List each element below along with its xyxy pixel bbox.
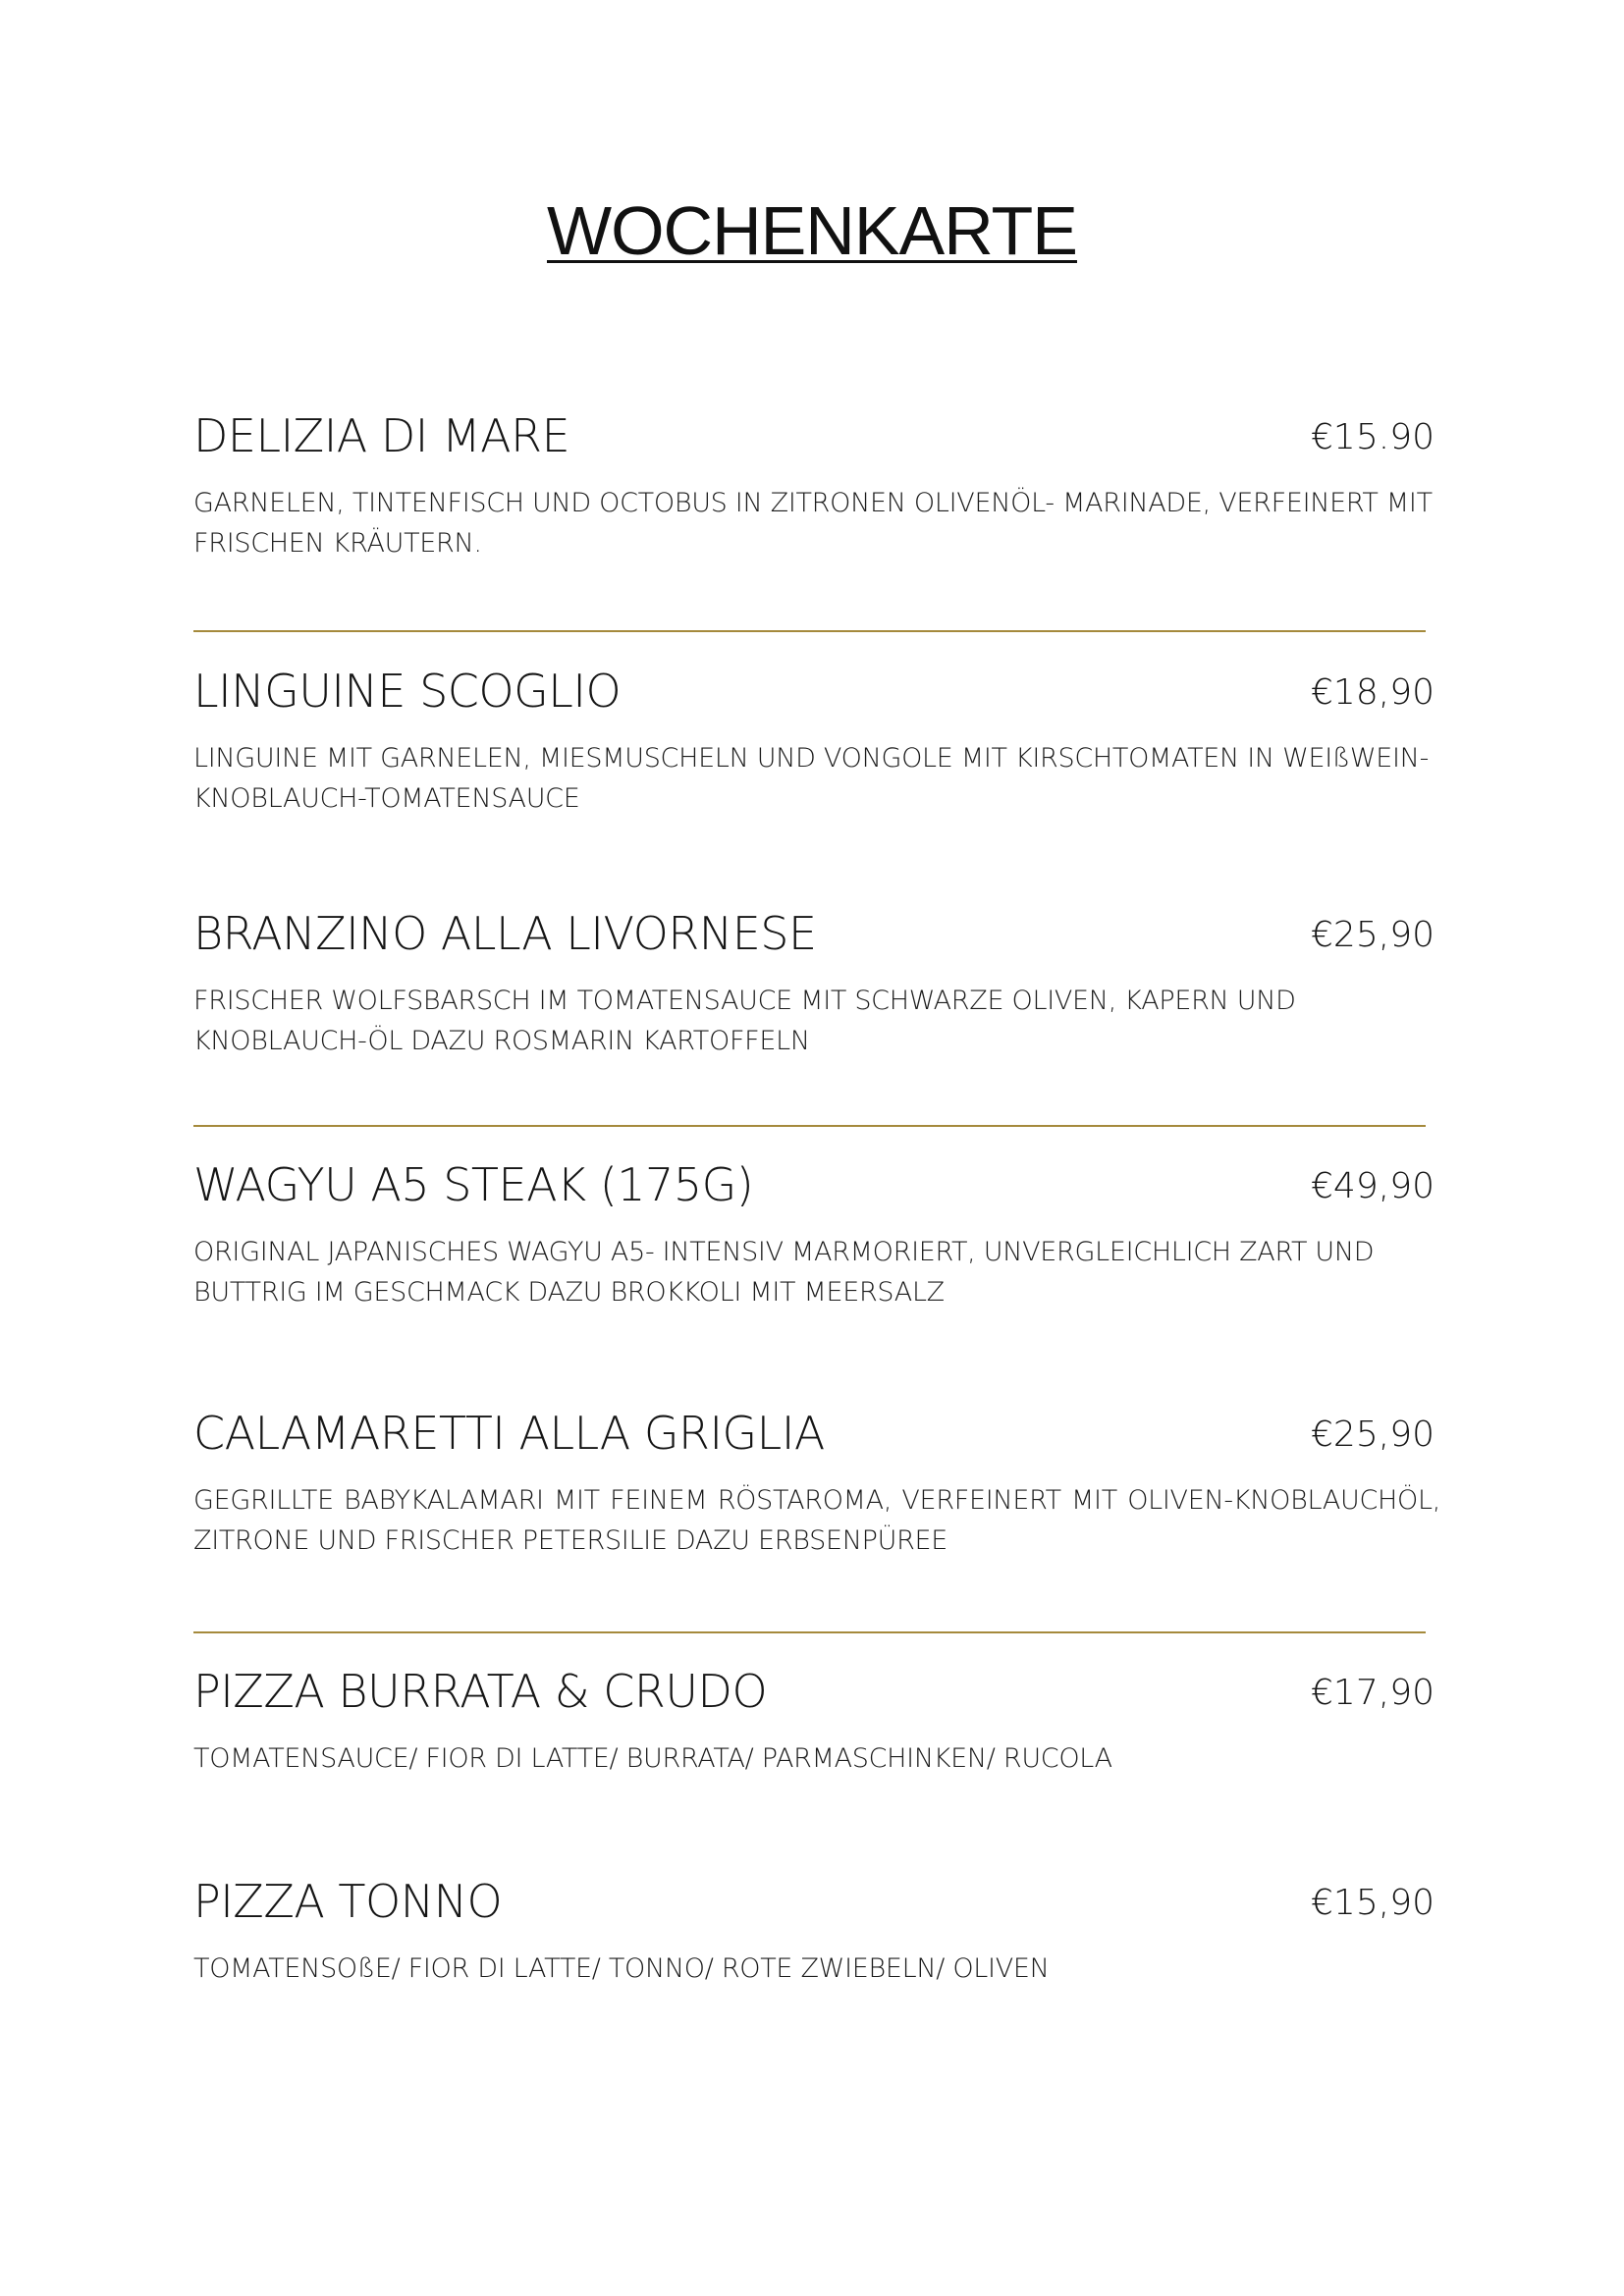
menu-item [193,902,1440,1061]
menu-item-header [193,404,1440,467]
menu-item-header [193,1402,1440,1465]
menu-item [193,1153,1440,1312]
menu-item-name: CALAMARETTI ALLA GRIGLIA [193,1407,825,1460]
menu-item-name: PIZZA TONNO [193,1875,503,1928]
menu-item-price: €17,90 [1311,1673,1435,1713]
menu-item-description: ORIGINAL JAPANISCHES WAGYU A5- INTENSIV MARMORIERT, UNVERGLEICHLICH ZART UND BUTTRIG IM GESCHMACK DAZU BROKKOLI MIT MEERSALZ [193,1237,1375,1308]
menu-item-header [193,1153,1440,1216]
menu-item-price: €49,90 [1311,1166,1435,1206]
menu-item-header [193,660,1440,722]
menu-item-price: €18,90 [1311,672,1435,713]
menu-item-description: GARNELEN, TINTENFISCH UND OCTOBUS IN ZITRONEN OLIVENÖL- MARINADE, VERFEINERT MIT FRISCHEN KRÄUTERN. [193,488,1433,559]
menu-item-header [193,1870,1440,1933]
menu-item-price: €25,90 [1311,915,1435,955]
section-divider [193,1125,1426,1127]
menu-item [193,404,1440,563]
menu-item-name: BRANZINO ALLA LIVORNESE [193,907,817,960]
menu-item [193,660,1440,819]
menu-item-name: LINGUINE SCOGLIO [193,665,622,718]
menu-item-description: GEGRILLTE BABYKALAMARI MIT FEINEM RÖSTAROMA, VERFEINERT MIT OLIVEN-KNOBLAUCHÖL, ZITRONE UND FRISCHER PETERSILIE DAZU ERBSENPÜREE [193,1485,1440,1556]
menu-item-name: DELIZIA DI MARE [193,409,570,462]
menu-item-description: TOMATENSAUCE/ FIOR DI LATTE/ BURRATA/ PARMASCHINKEN/ RUCOLA [193,1743,1112,1774]
menu-item-header [193,902,1440,965]
menu-item-description: LINGUINE MIT GARNELEN, MIESMUSCHELN UND VONGOLE MIT KIRSCHTOMATEN IN WEIßWEIN-KNOBLAUCH-TOMATENSAUCE [193,743,1430,814]
menu-item-price: €15.90 [1311,417,1435,457]
page-title-text: WOCHENKARTE [547,192,1077,269]
menu-item [193,1870,1440,1989]
menu-item-name: WAGYU A5 STEAK (175G) [193,1158,754,1211]
menu-item [193,1402,1440,1561]
page-title [0,192,1624,269]
menu-item-price: €25,90 [1311,1415,1435,1455]
menu-item-header [193,1660,1440,1723]
section-divider [193,630,1426,632]
menu-item-description: TOMATENSOßE/ FIOR DI LATTE/ TONNO/ ROTE ZWIEBELN/ OLIVEN [193,1953,1050,1984]
menu-item-price: €15,90 [1311,1883,1435,1923]
menu-item-name: PIZZA BURRATA & CRUDO [193,1665,768,1718]
menu-item-description: FRISCHER WOLFSBARSCH IM TOMATENSAUCE MIT SCHWARZE OLIVEN, KAPERN UND KNOBLAUCH-ÖL DAZU ROSMARIN KARTOFFELN [193,986,1296,1056]
section-divider [193,1631,1426,1633]
menu-item [193,1660,1440,1779]
